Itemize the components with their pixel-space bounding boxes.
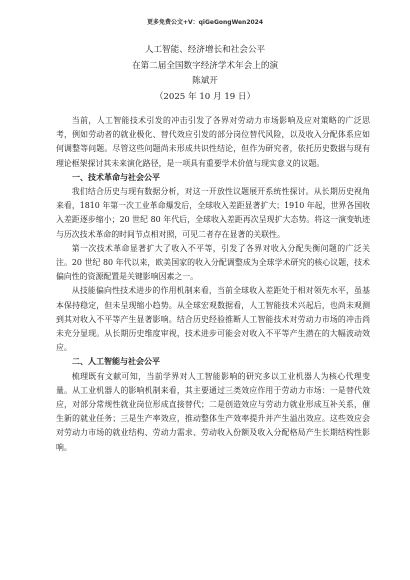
paragraph-first-revolution: 第一次技术革命显著扩大了收入不平等，引发了各界对收入分配失衡问题的广泛关注。20 世纪 80 年代以来，欧美国家的收入分配调整成为全球学术研究的核心议题，技术偏向性的资源配置是关键影响因素之一。 xyxy=(56,243,370,282)
paragraph-history: 我们结合历史与现有数据分析，对这一开放性议题展开系统性探讨。从长期历史视角来看，1810 年第一次工业革命爆发后，全球收入差距显著扩大；1910 年起，世界各国收入差距逐步缩小；20 世纪 80 年代后，全球收入差距再次呈现扩大态势。将这一演变轨迹与历次技术革命的时间节点相对照，可见二者存在显著的关联性。 xyxy=(56,187,370,239)
title-block xyxy=(0,43,410,105)
watermark-text: 更多免费公文+V：qiGeGongWen2024 xyxy=(146,19,264,26)
section-heading-2: 二、人工智能与社会公平 xyxy=(72,357,160,367)
document-title: 人工智能、经济增长和社会公平 xyxy=(144,45,266,55)
author-name: 陈斌开 xyxy=(192,76,218,87)
section-heading-1: 一、技术革命与社会公平 xyxy=(72,172,160,182)
speech-date: （2025 年 10 月 19 日） xyxy=(154,91,256,102)
document-body xyxy=(56,114,370,455)
paragraph-robots: 梳理既有文献可知，当前学界对人工智能影响的研究多以工业机器人为核心代理变量。从工业机器人的影响机制来看，其主要通过三类效应作用于劳动力市场：一是替代效应，对部分常规性就业岗位形成直接替代；二是创造效应与劳动力就业形成互补关系，催生新的就业任务；三是生产率效应，推动整体生产效率提升并产生溢出效应。这些效应会对劳动力市场的就业结构、劳动力需求、劳动收入份额及收入分配格局产生长期结构性影响。 xyxy=(56,371,370,452)
document-subtitle: 在第二届全国数字经济学术年会上的演 xyxy=(131,60,279,71)
paragraph-intro: 当前，人工智能技术引发的冲击引发了各界对劳动力市场影响及应对策略的广泛思考，例如劳动者的就业极化、替代效应引发的部分岗位替代风险，以及收入分配体系应如何调整等问题。尽管这些问题尚未形成共识性结论，但作为研究者，依托历史数据与现有理论框架探讨其未来演化路径，是一项具有重要学术价值与现实意义的议题。 xyxy=(56,116,370,168)
paragraph-skill-bias: 从技能偏向性技术进步的作用机制来看，当前全球收入差距处于相对领先水平，虽基本保持稳定，但未呈现缩小趋势。从全球宏观数据看，人工智能技术兴起后，也尚未观测到其对收入不平等产生显著影响。结合历史经验推断人工智能技术对劳动力市场的冲击尚未充分显现。从长期历史维度审视，技术进步可能会对收入不平等产生潜在的大幅波动效应。 xyxy=(56,286,370,353)
